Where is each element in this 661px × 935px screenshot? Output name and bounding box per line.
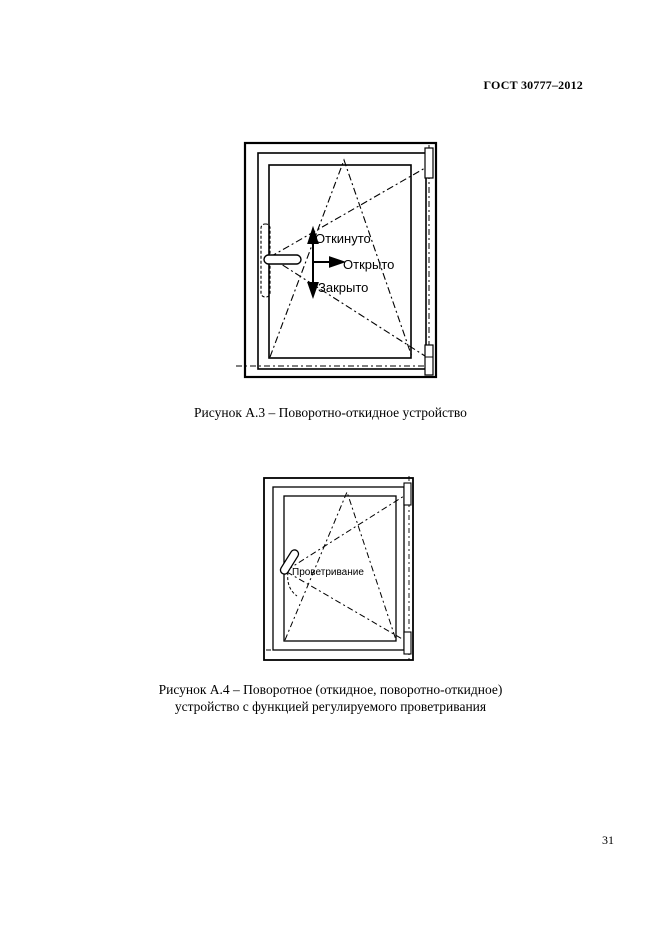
figure-a3-caption: Рисунок А.3 – Поворотно-откидное устройство <box>194 405 467 420</box>
top-hinge <box>404 483 411 505</box>
label-tilted: Откинуто <box>315 231 371 246</box>
bottom-hinge <box>425 345 433 375</box>
label-open: Открыто <box>343 257 395 272</box>
window-handle <box>264 255 301 264</box>
page-number: 31 <box>602 833 614 847</box>
label-ventilation: Проветривание <box>292 567 364 578</box>
figure-a3-tilt-turn-window <box>234 140 444 380</box>
figure-a4-caption-line-2: устройство с функцией регулируемого проветривания <box>174 699 487 714</box>
top-hinge <box>425 148 433 178</box>
document-code-header: ГОСТ 30777–2012 <box>483 78 583 92</box>
figure-a4-caption-line-1: Рисунок А.4 – Поворотное (откидное, поворотно-откидное) <box>158 682 503 697</box>
label-closed: Закрыто <box>318 280 369 295</box>
bottom-hinge <box>404 632 411 654</box>
opening-direction-lines <box>285 492 404 640</box>
figure-a4-ventilation-window <box>256 474 418 664</box>
